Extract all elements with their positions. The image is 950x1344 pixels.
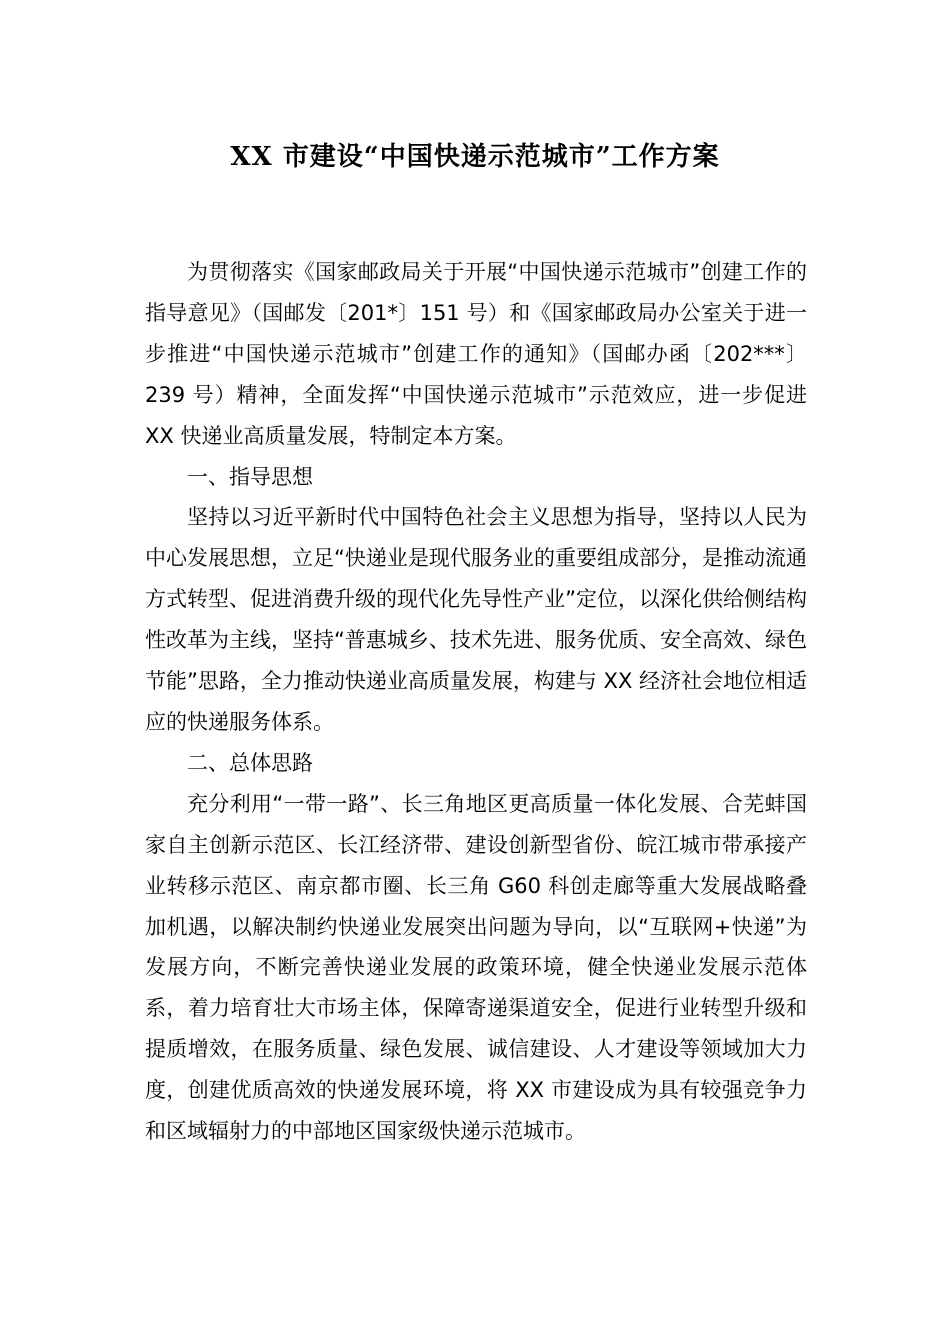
section-heading-overall-approach: 二、总体思路 [187, 750, 313, 775]
document-body [145, 252, 807, 1152]
document-title: XX 市建设“中国快递示范城市”工作方案 [230, 142, 720, 172]
section-paragraph-guiding-ideology: 坚持以习近平新时代中国特色社会主义思想为指导，坚持以人民为中心发展思想，立足“快递业是现代服务业的重要组成部分，是推动流通方式转型、促进消费升级的现代化先导性产业”定位，以深化供给侧结构性改革为主线，坚持“普惠城乡、技术先进、服务优质、安全高效、绿色节能”思路，全力推动快递业高质量发展，构建与 XX 经济社会地位相适应的快递服务体系。 [145, 505, 807, 734]
section-paragraph-overall-approach: 充分利用“一带一路”、长三角地区更高质量一体化发展、合芜蚌国家自主创新示范区、长江经济带、建设创新型省份、皖江城市带承接产业转移示范区、南京都市圈、长三角 G60 科创走廊等重大发展战略叠加机遇，以解决制约快递业发展突出问题为导向，以“互联网+快递”为发展方向，不断完善快递业发展的政策环境，健全快递业发展示范体系，着力培育壮大市场主体，保障寄递渠道安全，促进行业转型升级和提质增效，在服务质量、绿色发展、诚信建设、人才建设等领域加大力度，创建优质高效的快递发展环境，将 XX 市建设成为具有较强竞争力和区域辐射力的中部地区国家级快递示范城市。 [145, 791, 807, 1144]
intro-paragraph: 为贯彻落实《国家邮政局关于开展“中国快递示范城市”创建工作的指导意见》（国邮发〔201*〕151 号）和《国家邮政局办公室关于进一步推进“中国快递示范城市”创建工作的通知》（国邮办函〔202***〕239 号）精神，全面发挥“中国快递示范城市”示范效应，进一步促进 XX 快递业高质量发展，特制定本方案。 [145, 260, 807, 448]
section-heading-guiding-ideology: 一、指导思想 [187, 464, 313, 489]
